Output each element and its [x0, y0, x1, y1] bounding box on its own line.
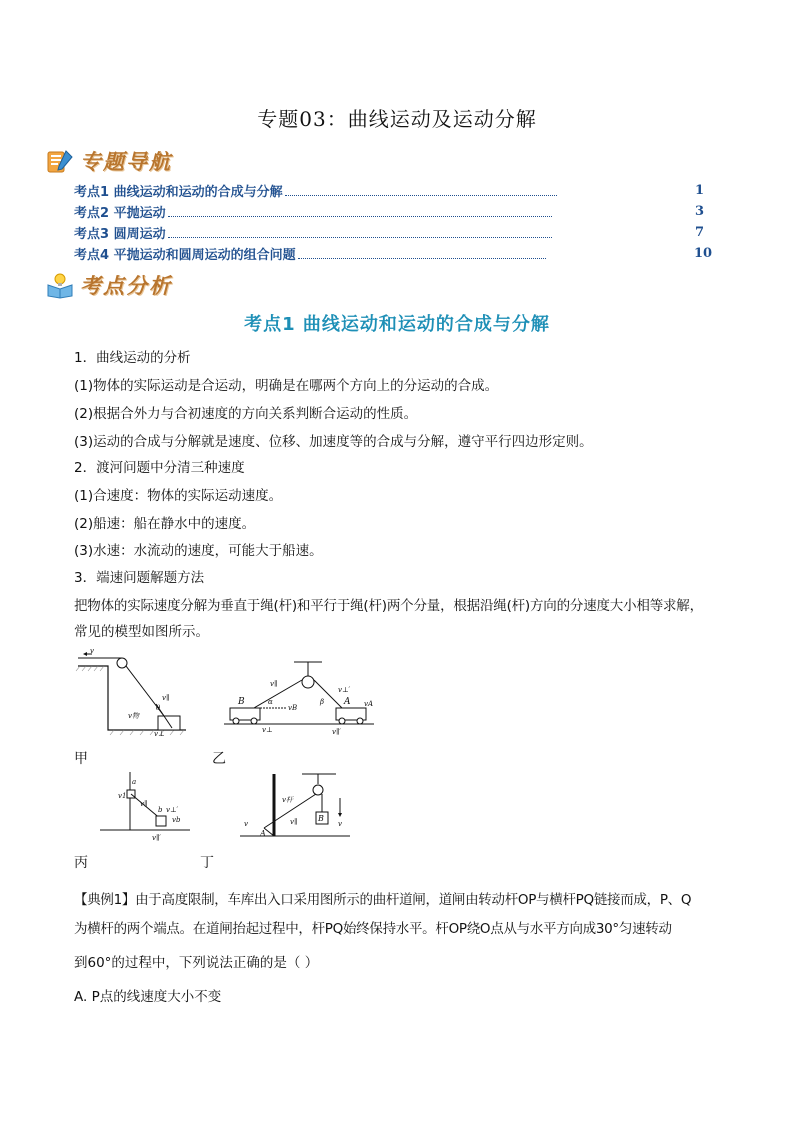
toc-entry-1[interactable]: 考点1 曲线运动和运动的合成与分解 1: [74, 182, 704, 200]
fig-label-v: v: [338, 820, 342, 828]
paragraph: (1)合速度：物体的实际运动速度。: [74, 488, 283, 504]
fig-label-vpar-prime: v∥′: [332, 728, 341, 736]
toc-entry-2[interactable]: 考点2 平抛运动 3: [74, 203, 704, 221]
fig-label-B: B: [238, 697, 245, 707]
fig-label-alpha: α: [268, 698, 273, 706]
paragraph: (2)船速：船在静水中的速度。: [74, 516, 256, 532]
toc-leader: [298, 248, 546, 259]
fig-label-theta: θ: [156, 704, 161, 712]
book-pen-icon: [46, 147, 74, 175]
fig-label-vB: vB: [288, 704, 298, 712]
paragraph: 1．曲线运动的分析: [74, 350, 191, 366]
fig-label-vpar: v∥: [270, 680, 278, 688]
figure-bing: [100, 772, 190, 844]
example-line: 【典例1】由于高度限制，车库出入口采用图所示的曲杆道闸，道闸由转动杆OP与横杆PQ链接而成，P、Q: [74, 892, 692, 908]
figure-yi: [224, 660, 374, 742]
toc-leader: [168, 206, 552, 217]
toc-leader: [285, 185, 557, 196]
paragraph: (3)运动的合成与分解就是速度、位移、加速度等的合成与分解，遵守平行四边形定则。: [74, 434, 593, 450]
fig-label-vperp-prime: v⊥′: [166, 806, 179, 814]
fig-label-vpar: v∥: [162, 694, 170, 702]
fig-label-vrod: v杆: [282, 796, 293, 804]
section-title: 考点1 曲线运动和运动的合成与分解: [244, 314, 550, 335]
figure-caption-jia: 甲: [74, 751, 88, 767]
fig-label-B: B: [318, 814, 324, 823]
fig-label-a: a: [132, 778, 137, 786]
fig-label-vb: vb: [172, 816, 181, 824]
figure-ding: [240, 772, 350, 846]
fig-label-vA: vA: [364, 700, 374, 708]
fig-label-v: v: [90, 648, 94, 655]
fig-label-vpar: v∥: [290, 818, 298, 826]
toc-entry-4[interactable]: 考点4 平抛运动和圆周运动的组合问题 10: [74, 245, 713, 263]
fig-label-vboat: v物: [128, 712, 139, 720]
paragraph: (1)物体的实际运动是合运动，明确是在哪两个方向上的分运动的合成。: [74, 378, 499, 394]
figure-caption-yi: 乙: [212, 751, 226, 767]
fig-label-v1: v1: [118, 792, 127, 800]
fig-label-beta: β: [320, 698, 325, 706]
page-title: 专题03：曲线运动及运动分解: [257, 107, 537, 131]
paragraph: 2．渡河问题中分清三种速度: [74, 460, 245, 476]
paragraph: (3)水速：水流动的速度，可能大于船速。: [74, 543, 323, 559]
fig-label-A: A: [260, 829, 266, 838]
fig-label-v: v: [244, 820, 248, 828]
figure-caption-bing: 丙: [74, 855, 88, 871]
paragraph: 常见的模型如图所示。: [74, 624, 209, 640]
example-line: 为横杆的两个端点。在道闸抬起过程中，杆PQ始终保持水平。杆OP绕O点从与水平方向成30°匀速转动: [74, 921, 672, 937]
example-line: 到60°的过程中，下列说法正确的是（ ）: [74, 955, 319, 971]
fig-label-vpar-prime: v∥′: [152, 834, 161, 842]
fig-label-vperp-prime: v⊥′: [338, 686, 351, 694]
fig-label-vpar: v∥: [140, 800, 148, 808]
fig-label-b: b: [158, 806, 163, 814]
paragraph: (2)根据合外力与合初速度的方向关系判断合运动的性质。: [74, 406, 418, 422]
toc-leader: [168, 227, 552, 238]
bulb-book-icon: [46, 271, 74, 299]
paragraph: 把物体的实际速度分解为垂直于绳(杆)和平行于绳(杆)两个分量，根据沿绳(杆)方向的分速度大小相等求解，: [74, 598, 703, 614]
option-a: A. P点的线速度大小不变: [74, 989, 222, 1005]
toc-entry-3[interactable]: 考点3 圆周运动 7: [74, 224, 704, 242]
nav-banner: 专题导航: [46, 144, 172, 178]
fig-label-A: A: [344, 697, 351, 707]
paragraph: 3．端速问题解题方法: [74, 570, 205, 586]
analysis-banner: 考点分析: [46, 268, 172, 302]
fig-label-vperp: v⊥: [262, 726, 273, 734]
figure-jia: [74, 648, 194, 738]
figure-caption-ding: 丁: [200, 855, 214, 871]
fig-label-vperp: v⊥: [154, 730, 165, 738]
